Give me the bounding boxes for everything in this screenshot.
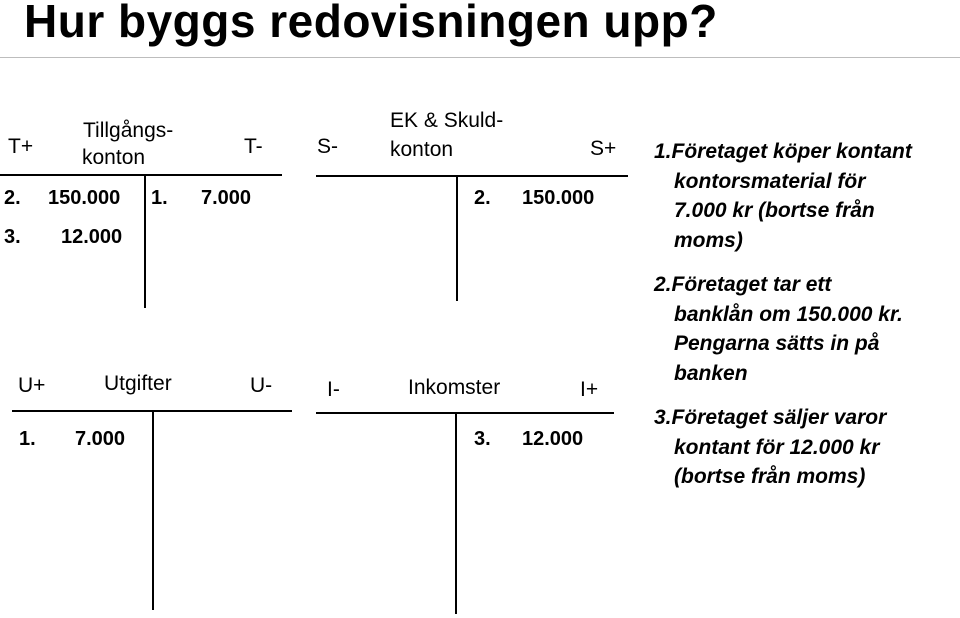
tillgang-credit-amount: 7.000 <box>201 187 252 209</box>
event-number: 3. <box>654 406 672 429</box>
title-divider <box>0 57 960 58</box>
utgifter-minus-label: U- <box>250 374 273 397</box>
tillgang-minus-label: T- <box>244 135 263 158</box>
inkomster-credit-amount: 12.000 <box>522 428 584 450</box>
utgifter-plus-label: U+ <box>18 374 46 397</box>
event-text: kontant för 12.000 kr <box>674 435 880 459</box>
tillgang-name-line1: Tillgångs- <box>83 119 174 142</box>
event-2 <box>654 270 903 388</box>
tillgang-name-line2: konton <box>82 146 146 169</box>
event-text: (bortse från moms) <box>674 465 866 488</box>
event-text: Företaget säljer varor <box>671 406 887 429</box>
tillgang-debit-ref: 2. <box>4 187 21 209</box>
ek-skuld-horizontal-line <box>316 175 628 177</box>
inkomster-minus-label: I- <box>327 378 340 401</box>
event-number: 1. <box>654 140 672 163</box>
tillgang-credit-ref: 1. <box>151 187 168 209</box>
event-text: banklån om 150.000 kr. <box>674 302 903 326</box>
event-text: Företaget köper kontant <box>671 140 912 163</box>
event-text: kontorsmaterial för <box>674 169 866 193</box>
utgifter-name: Utgifter <box>104 372 172 395</box>
ek-skuld-credit-amount: 150.000 <box>522 187 595 209</box>
ek-skuld-name-line1: EK & Skuld- <box>390 109 504 132</box>
event-text: 7.000 kr (bortse från <box>674 199 875 222</box>
event-text: banken <box>674 361 748 385</box>
event-text: Företaget tar ett <box>671 273 832 296</box>
event-text: moms) <box>674 228 743 252</box>
tillgang-vertical-line <box>144 176 146 308</box>
inkomster-name: Inkomster <box>408 376 501 399</box>
event-3 <box>654 403 886 492</box>
inkomster-credit-ref: 3. <box>474 428 491 450</box>
ek-skuld-vertical-line <box>456 177 458 301</box>
event-number: 2. <box>654 273 672 296</box>
event-text: Pengarna sätts in på <box>674 332 880 355</box>
event-1 <box>654 137 912 255</box>
tillgang-plus-label: T+ <box>8 135 34 158</box>
inkomster-plus-label: I+ <box>580 378 599 401</box>
tillgang-debit-amount: 150.000 <box>48 187 121 209</box>
tillgang-debit-ref: 3. <box>4 226 21 248</box>
page-title: Hur byggs redovisningen upp? <box>24 0 718 47</box>
inkomster-horizontal-line <box>316 412 614 414</box>
tillgang-debit-amount: 12.000 <box>61 226 123 248</box>
tillgang-horizontal-line <box>0 174 282 176</box>
utgifter-debit-amount: 7.000 <box>75 428 126 450</box>
ek-skuld-plus-label: S+ <box>590 137 617 160</box>
utgifter-vertical-line <box>152 412 154 610</box>
ek-skuld-credit-ref: 2. <box>474 187 491 209</box>
ek-skuld-minus-label: S- <box>317 135 338 158</box>
inkomster-vertical-line <box>455 414 457 614</box>
utgifter-debit-ref: 1. <box>19 428 36 450</box>
ek-skuld-name-line2: konton <box>390 138 454 161</box>
